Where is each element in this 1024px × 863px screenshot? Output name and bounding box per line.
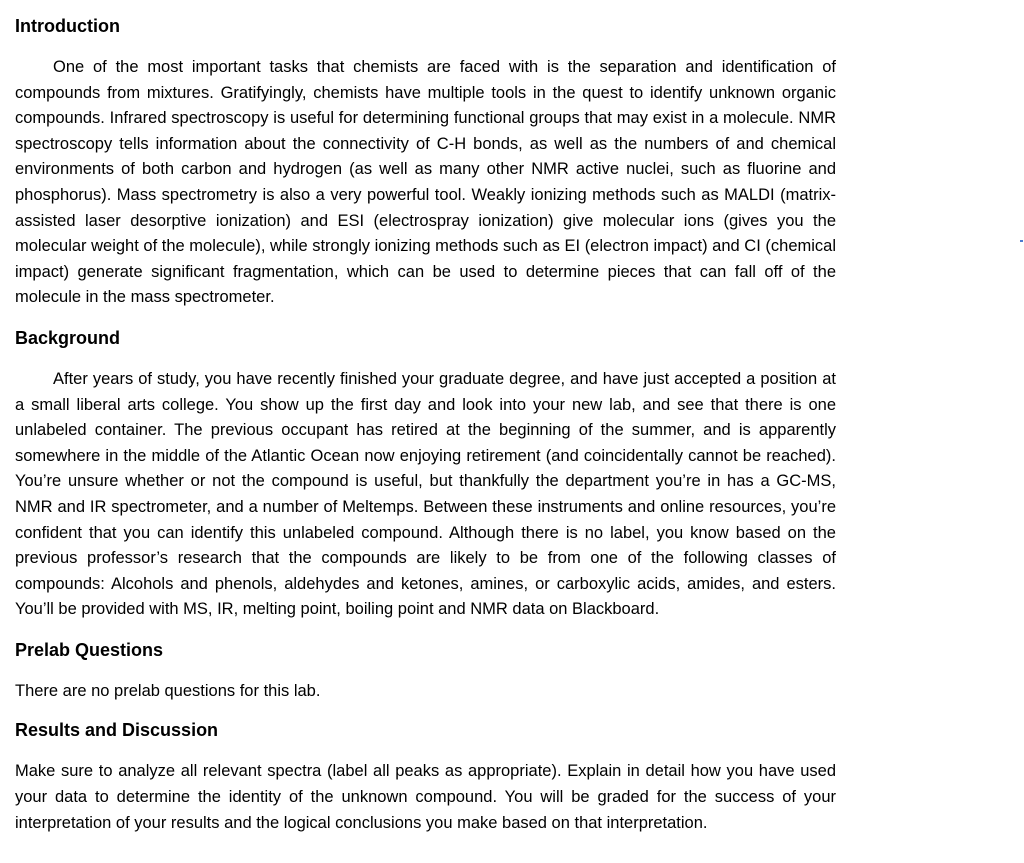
document-page (15, 14, 836, 836)
introduction-heading: Introduction (15, 16, 120, 36)
introduction-paragraph: One of the most important tasks that chemists are faced with is the separation and identification of compounds from mixtures. Gratifyingly, chemists have multiple tools in the quest to identify unknown organic compounds. Infrared spectroscopy is useful for determining functional groups that may exist in a molecule. NMR spectroscopy tells information about the connectivity of C-H bonds, as well as the numbers of and chemical environments of both carbon and hydrogen (as well as many other NMR active nuclei, such as fluorine and phosphorus). Mass spectrometry is also a very powerful tool. Weakly ionizing methods such as MALDI (matrix-assisted laser desorptive ionization) and ESI (electrospray ionization) give molecular ions (gives you the molecular weight of the molecule), while strongly ionizing methods such as EI (electron impact) and CI (chemical impact) generate significant fragmentation, which can be used to determine pieces that can fall off of the molecule in the mass spectrometer. (15, 58, 836, 307)
prelab-questions-heading: Prelab Questions (15, 639, 164, 660)
prelab-questions-paragraph: There are no prelab questions for this lab. (15, 681, 321, 700)
background-heading: Background (15, 327, 121, 348)
results-discussion-heading: Results and Discussion (15, 720, 219, 741)
results-discussion-paragraph: Make sure to analyze all relevant spectra (label all peaks as appropriate). Explain in detail how you have used your data to determine the identity of the unknown compound. You will be graded for the success of your interpretation of your results and the logical conclusions you make based on that interpretation. (15, 762, 836, 832)
background-paragraph: After years of study, you have recently finished your graduate degree, and have just accepted a position at a small liberal arts college. You show up the first day and look into your new lab, and see that there is one unlabeled container. The previous occupant has retired at the beginning of the summer, and is apparently somewhere in the middle of the Atlantic Ocean now enjoying retirement (and coincidentally cannot be reached). You’re unsure whether or not the compound is useful, but thankfully the department you’re in has a GC-MS, NMR and IR spectrometer, and a number of Meltemps. Between these instruments and online resources, you’re confident that you can identify this unlabeled compound. Although there is no label, you know based on the previous professor’s research that the compounds are likely to be from one of the following classes of compounds: Alcohols and phenols, aldehydes and ketones, amines, or carboxylic acids, amides, and esters. You’ll be provided with MS, IR, melting point, boiling point and NMR data on Blackboard. (15, 369, 836, 619)
text-cursor-mark (1020, 240, 1023, 242)
